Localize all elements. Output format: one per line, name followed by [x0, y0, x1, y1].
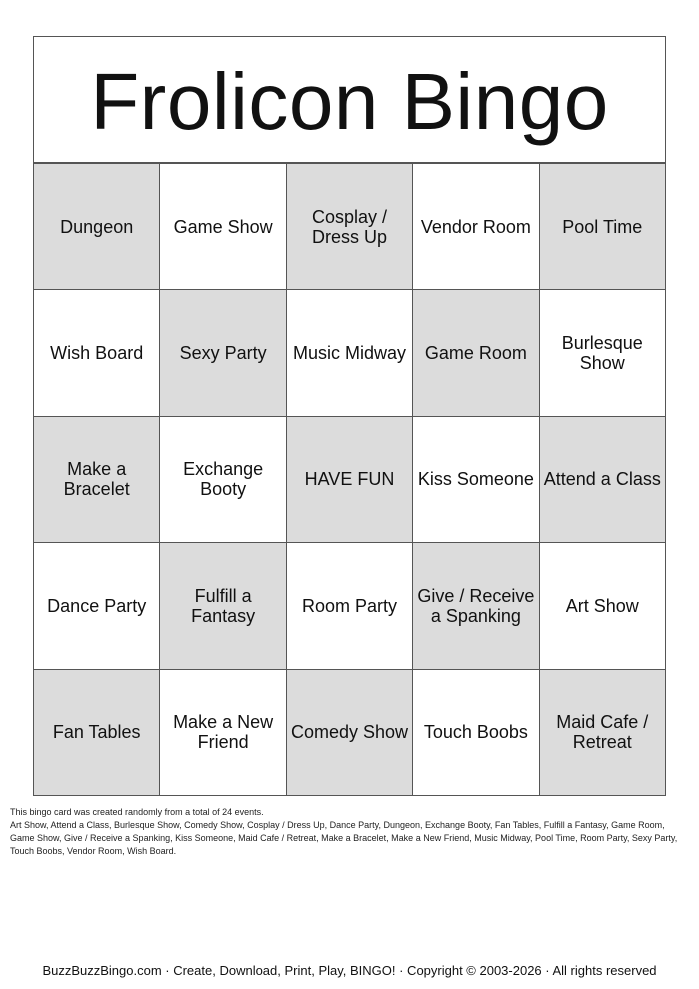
bingo-cell: Make a New Friend: [160, 669, 286, 795]
bingo-cell: Make a Bracelet: [34, 416, 160, 542]
bingo-cell: Vendor Room: [413, 163, 539, 289]
bingo-cell: Fan Tables: [34, 669, 160, 795]
bingo-title-cell: [33, 36, 666, 163]
bingo-title: Frolicon Bingo: [90, 56, 609, 146]
bingo-cell: Fulfill a Fantasy: [160, 542, 286, 668]
bingo-cell: Kiss Someone: [413, 416, 539, 542]
bingo-cell: Exchange Booty: [160, 416, 286, 542]
bingo-cell: Game Show: [160, 163, 286, 289]
bingo-cell: Attend a Class: [540, 416, 666, 542]
bingo-cell: Comedy Show: [287, 669, 413, 795]
bingo-cell: Music Midway: [287, 289, 413, 415]
bingo-cell: Dance Party: [34, 542, 160, 668]
bingo-cell: Cosplay / Dress Up: [287, 163, 413, 289]
bingo-cell: Game Room: [413, 289, 539, 415]
card-info-note: [10, 806, 680, 858]
bingo-cell: Touch Boobs: [413, 669, 539, 795]
bingo-cell: Room Party: [287, 542, 413, 668]
bingo-cell: Art Show: [540, 542, 666, 668]
card-info-intro: This bingo card was created randomly from a total of 24 events.: [10, 807, 264, 817]
page-footer: BuzzBuzzBingo.com · Create, Download, Print, Play, BINGO! · Copyright © 2003-2026 · All rights reserved: [42, 963, 657, 978]
bingo-cell: Maid Cafe / Retreat: [540, 669, 666, 795]
bingo-cell: Sexy Party: [160, 289, 286, 415]
bingo-cell: Dungeon: [34, 163, 160, 289]
card-info-events: Art Show, Attend a Class, Burlesque Show, Comedy Show, Cosplay / Dress Up, Dance Party, Dungeon, Exchange Booty, Fan Tables, Fulfill a Fantasy, Game Room, Game Show, Give / Receive a Spanking, Kiss Someone, Maid Cafe / Retreat, Make a Bracelet, Make a New Friend, Music Midway, Pool Time, Room Party, Sexy Party, Touch Boobs, Vendor Room, Wish Board.: [10, 820, 678, 856]
bingo-grid: [33, 163, 666, 796]
bingo-cell: Pool Time: [540, 163, 666, 289]
bingo-cell: Burlesque Show: [540, 289, 666, 415]
bingo-card: [33, 36, 666, 796]
bingo-cell: Wish Board: [34, 289, 160, 415]
bingo-free-cell: HAVE FUN: [287, 416, 413, 542]
bingo-cell: Give / Receive a Spanking: [413, 542, 539, 668]
